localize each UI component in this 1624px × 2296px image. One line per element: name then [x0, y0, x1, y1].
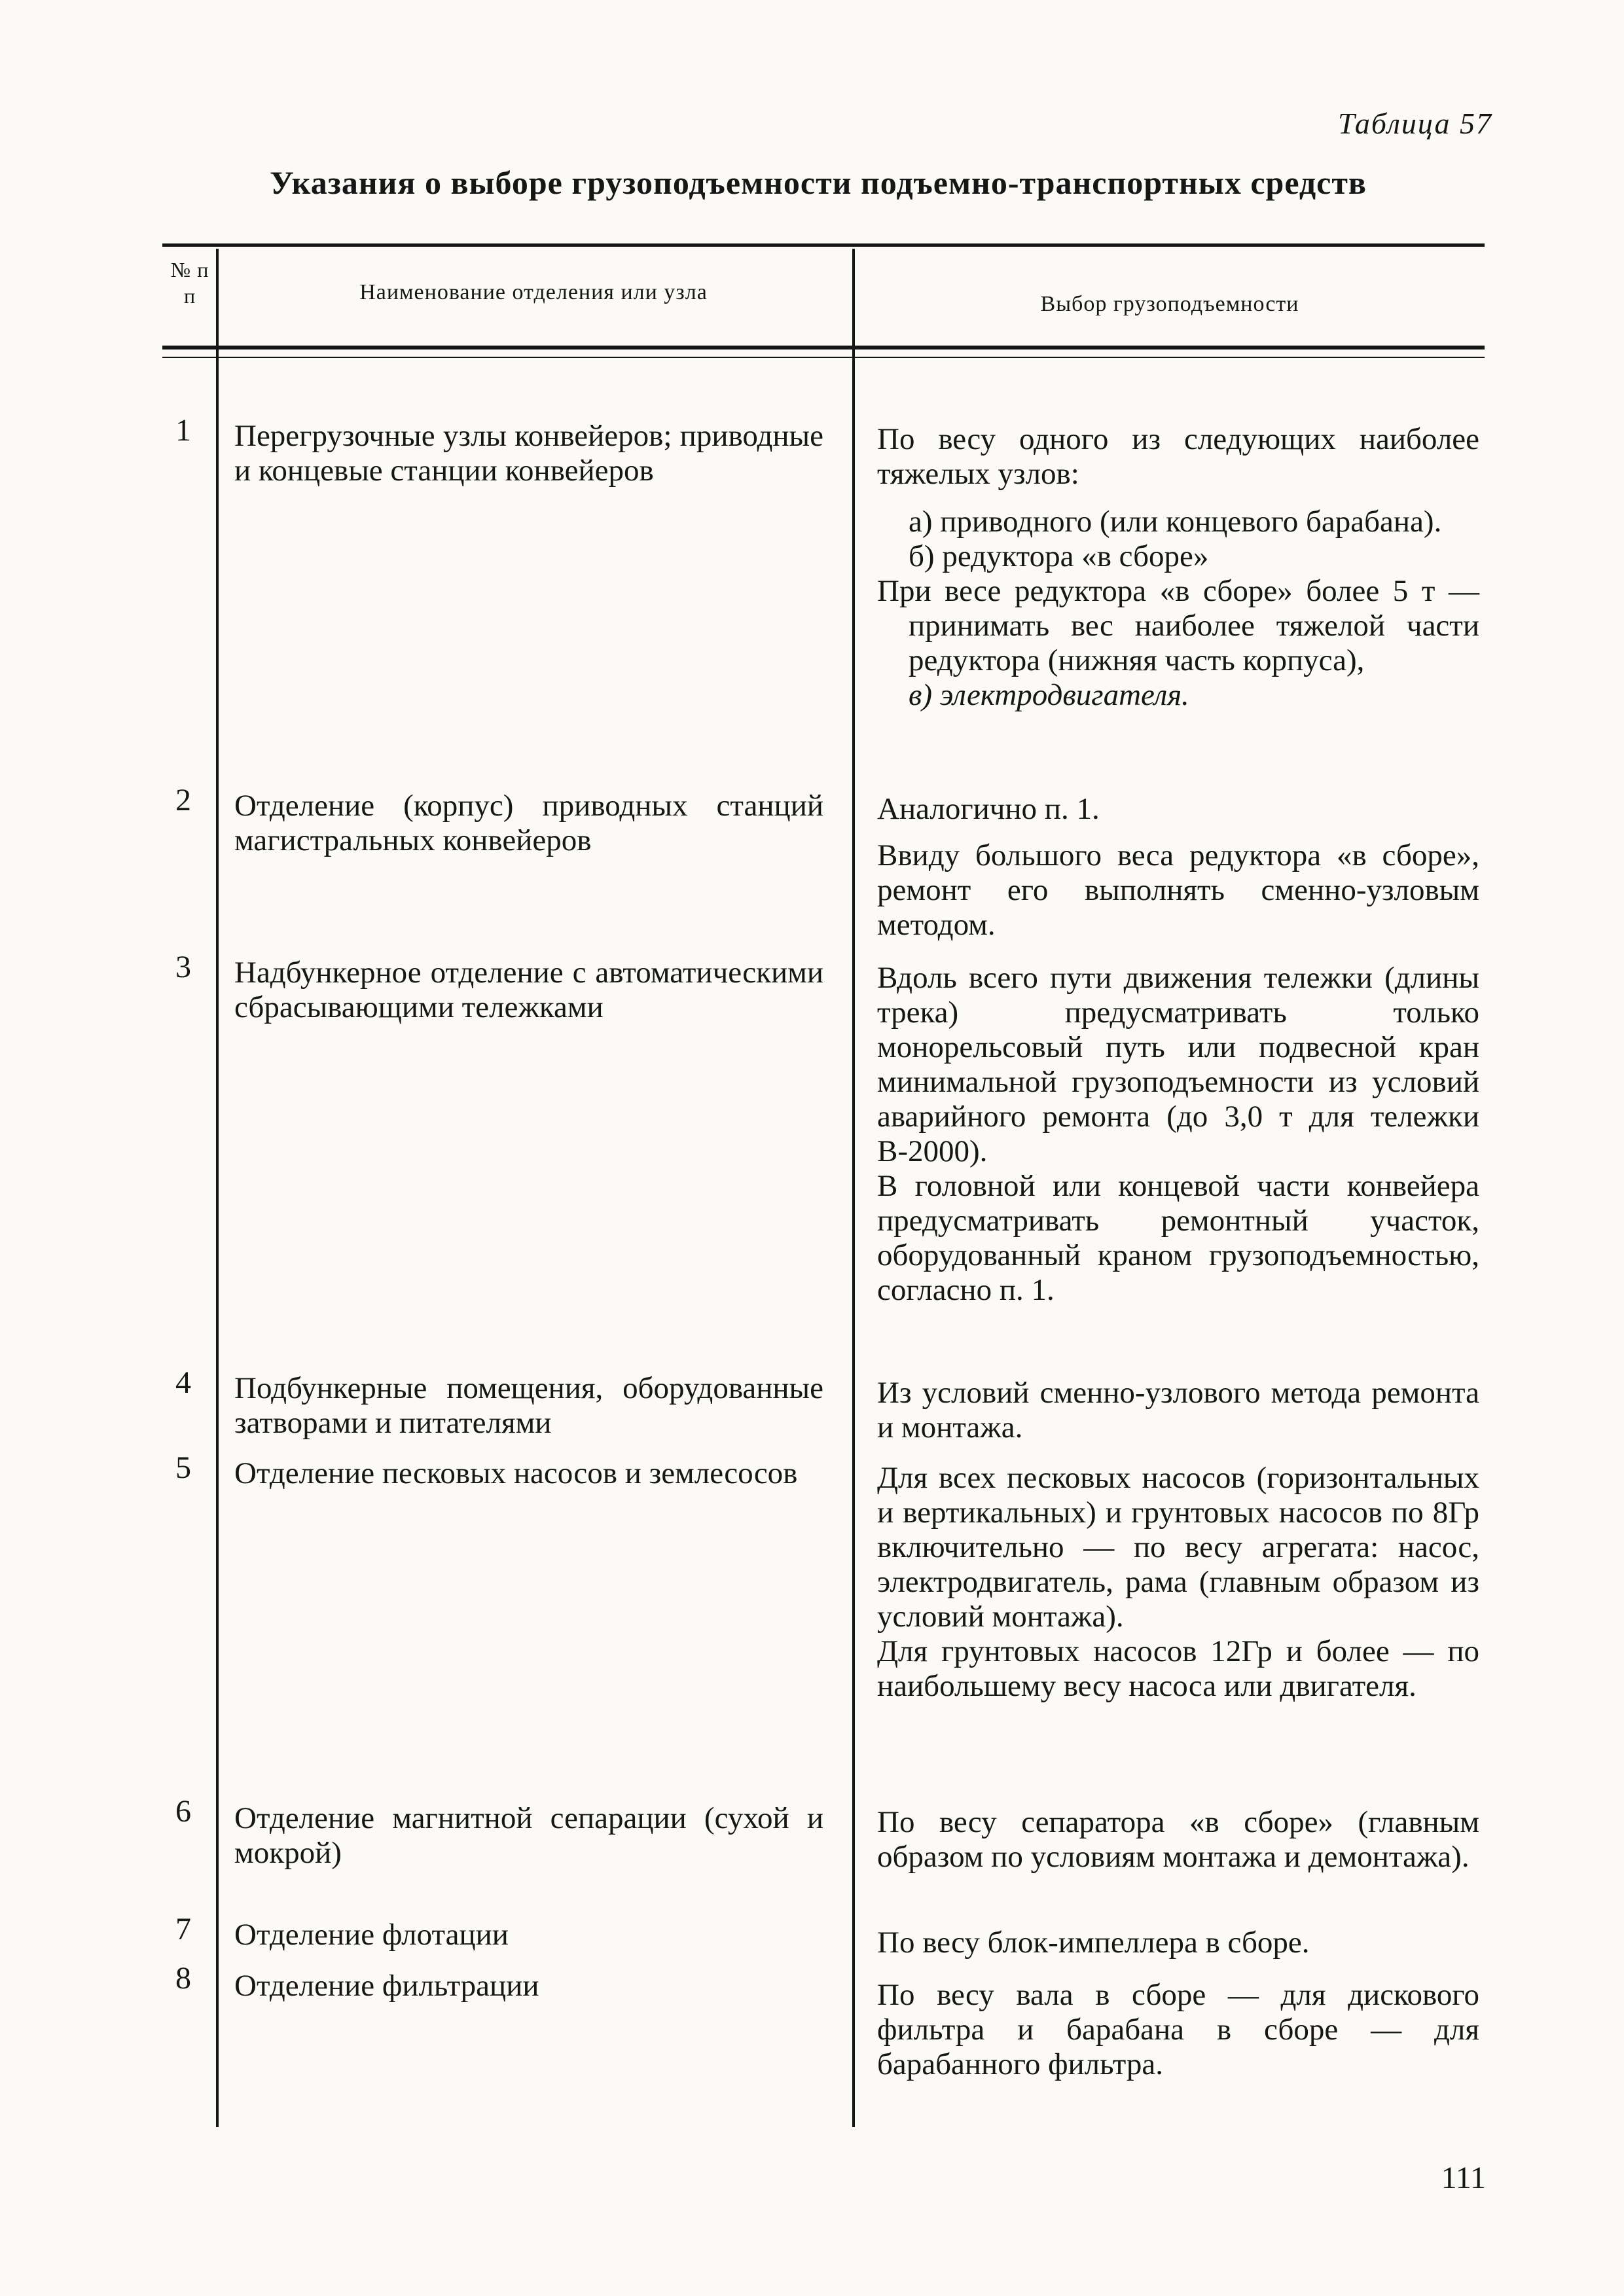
row-8-choice: По весу вала в сборе — для дискового фильтра и барабана в сборе — для барабанного фильтра.	[877, 1978, 1479, 2081]
row-2-choice-text-1: Аналогично п. 1.	[877, 792, 1100, 826]
row-1-choice-item-b: б) редуктора «в сборе»	[909, 539, 1209, 573]
row-1-choice-item-a: а) приводного (или концевого барабана).	[909, 505, 1442, 539]
row-3-name: Надбункерное отделение с автоматическими сбрасывающими тележками	[234, 956, 823, 1024]
row-3-choice-text-1: Вдоль всего пути движения тележки (длины трека) предусматривать только монорельсовый путь или подвесной кран минимальной грузоподъемности из условий аварийного ремонта (до 3,0 т для тележки В-2000).	[877, 961, 1479, 1168]
table-top-rule	[162, 243, 1485, 247]
row-8-number: 8	[175, 1961, 191, 1996]
table-title: Указания о выборе грузоподъемности подъемно-транспортных средств	[270, 164, 1367, 201]
header-number: № пп	[170, 258, 209, 308]
row-6-number: 6	[175, 1794, 191, 1829]
row-2-number: 2	[175, 783, 191, 817]
column-separator-1	[216, 249, 219, 2127]
row-5-number: 5	[175, 1450, 191, 1485]
row-3-choice	[877, 961, 1479, 1308]
row-6-name: Отделение магнитной сепарации (сухой и мокрой)	[234, 1801, 823, 1870]
row-4-choice: Из условий сменно-узлового метода ремонта и монтажа.	[877, 1376, 1479, 1444]
row-5-choice	[877, 1461, 1479, 1704]
row-2-name: Отделение (корпус) приводных станций магистральных конвейеров	[234, 789, 823, 857]
row-5-choice-text-1: Для всех песковых насосов (горизонтальных и вертикальных) и грунтовых насосов по 8Гр включительно — по весу агрегата: насос, электродвигатель, рама (главным образом из условий монтажа).	[877, 1461, 1479, 1634]
row-7-number: 7	[175, 1912, 191, 1946]
row-6-choice: По весу сепаратора «в сборе» (главным образом по условиям монтажа и демонтажа).	[877, 1805, 1479, 1874]
row-3-choice-text-2: В головной или концевой части конвейера предусматривать ремонтный участок, оборудованный краном грузоподъемностью, согласно п. 1.	[877, 1169, 1479, 1307]
row-4-number: 4	[175, 1365, 191, 1400]
row-1-choice-text: По весу одного из следующих наиболее тяжелых узлов:	[877, 422, 1479, 491]
row-2-choice	[877, 792, 1479, 942]
header-choice: Выбор грузоподъемности	[1040, 292, 1299, 316]
table-caption: Таблица 57	[1337, 107, 1492, 140]
header-bottom-rule	[162, 346, 1485, 350]
header-name: Наименование отделения или узла	[359, 280, 708, 304]
row-8-name: Отделение фильтрации	[234, 1969, 539, 2003]
row-3-number: 3	[175, 950, 191, 984]
row-1-number: 1	[175, 413, 191, 448]
row-5-name: Отделение песковых насосов и землесосов	[234, 1456, 798, 1490]
row-1-name: Перегрузочные узлы конвейеров; приводные и концевые станции конвейеров	[234, 419, 823, 488]
row-4-name: Подбункерные помещения, оборудованные затворами и питателями	[234, 1371, 823, 1440]
row-2-choice-text-2: Ввиду большого веса редуктора «в сборе», ремонт его выполнять сменно-узловым методом.	[877, 838, 1479, 942]
page-number: 111	[1441, 2161, 1486, 2195]
header-bottom-rule-thin	[162, 357, 1485, 358]
row-7-name: Отделение флотации	[234, 1918, 509, 1952]
row-1-choice-item-c: в) электродвигателя.	[909, 678, 1189, 712]
row-7-choice: По весу блок-импеллера в сборе.	[877, 1926, 1310, 1960]
column-separator-2	[852, 249, 855, 2127]
row-5-choice-text-2: Для грунтовых насосов 12Гр и более — по наибольшему весу насоса или двигателя.	[877, 1634, 1479, 1703]
row-1-choice	[877, 422, 1479, 713]
row-1-choice-note: При весе редуктора «в сборе» более 5 т — принимать вес наиболее тяжелой части редуктора (нижняя часть корпуса),	[877, 574, 1479, 677]
